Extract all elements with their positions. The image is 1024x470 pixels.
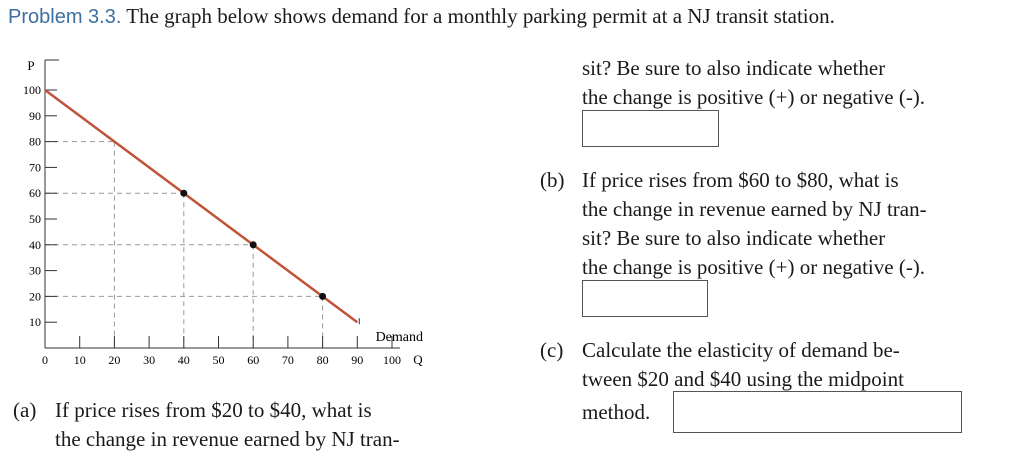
answer-box-c[interactable] (673, 391, 962, 433)
question-b-line2: the change in revenue earned by NJ tran- (582, 197, 927, 221)
demand-series-label: Demand (375, 330, 423, 345)
y-tick-label: 50 (29, 212, 41, 226)
x-tick-label: 100 (383, 353, 401, 367)
question-a-cont2: the change is positive (+) or negative (-). (582, 85, 926, 109)
question-b-line1: If price rises from $60 to $80, what is (582, 168, 899, 192)
answer-box-b[interactable] (582, 280, 708, 317)
x-tick-label: 50 (212, 353, 225, 367)
y-tick-label: 40 (29, 237, 41, 252)
x-tick-label: 0 (42, 353, 48, 367)
question-a-line2: the change in revenue earned by NJ tran- (55, 427, 400, 451)
x-tick-label: 10 (73, 353, 86, 367)
question-a-continued (582, 54, 994, 112)
question-b-line3: sit? Be sure to also indicate whether (582, 226, 886, 250)
y-tick-label: 100 (23, 83, 41, 97)
x-tick-label: 60 (247, 353, 260, 367)
question-a-cont1: sit? Be sure to also indicate whether (582, 56, 886, 80)
problem-statement (8, 4, 1018, 29)
question-b-line4: the change is positive (+) or negative (-). (582, 255, 926, 279)
question-a (13, 396, 465, 454)
x-tick-label: 30 (143, 353, 156, 367)
y-axis-label: P (27, 58, 35, 73)
x-tick-label: 70 (281, 353, 294, 367)
x-axis-ticks (42, 336, 401, 367)
question-b-label: (b) (540, 168, 565, 192)
question-a-line1: If price rises from $20 to $40, what is (55, 398, 372, 422)
y-tick-label: 80 (29, 134, 41, 149)
x-tick-label: 20 (108, 353, 121, 367)
question-c-label: (c) (540, 338, 564, 362)
question-c-line2: tween $20 and $40 using the midpoint (582, 367, 904, 391)
y-tick-label: 20 (29, 289, 41, 304)
y-tick-label: 30 (29, 263, 41, 278)
chart-series (45, 90, 359, 324)
y-axis-ticks (23, 83, 57, 329)
data-point (319, 293, 326, 300)
y-tick-label: 10 (29, 315, 41, 330)
y-tick-label: 90 (29, 108, 41, 123)
problem-text: The graph below shows demand for a monthly parking permit at a NJ transit station. (126, 4, 835, 28)
demand-line (45, 90, 357, 322)
answer-box-a[interactable] (582, 110, 719, 147)
y-tick-label: 70 (29, 160, 41, 175)
question-c-line3: method. (582, 400, 651, 424)
dashed-guides (45, 142, 323, 348)
question-a-label: (a) (13, 398, 37, 422)
chart-axes (45, 60, 400, 348)
y-tick-label: 60 (29, 186, 41, 201)
x-tick-label: 80 (316, 353, 329, 367)
data-point (250, 241, 257, 248)
demand-chart (0, 52, 450, 372)
problem-label: Problem 3.3. (8, 6, 122, 28)
question-b (540, 166, 994, 282)
x-axis-label: Q (413, 352, 423, 367)
data-point (180, 190, 187, 197)
question-c-line1: Calculate the elasticity of demand be- (582, 338, 900, 362)
x-tick-label: 90 (351, 353, 364, 367)
x-tick-label: 40 (177, 353, 190, 367)
